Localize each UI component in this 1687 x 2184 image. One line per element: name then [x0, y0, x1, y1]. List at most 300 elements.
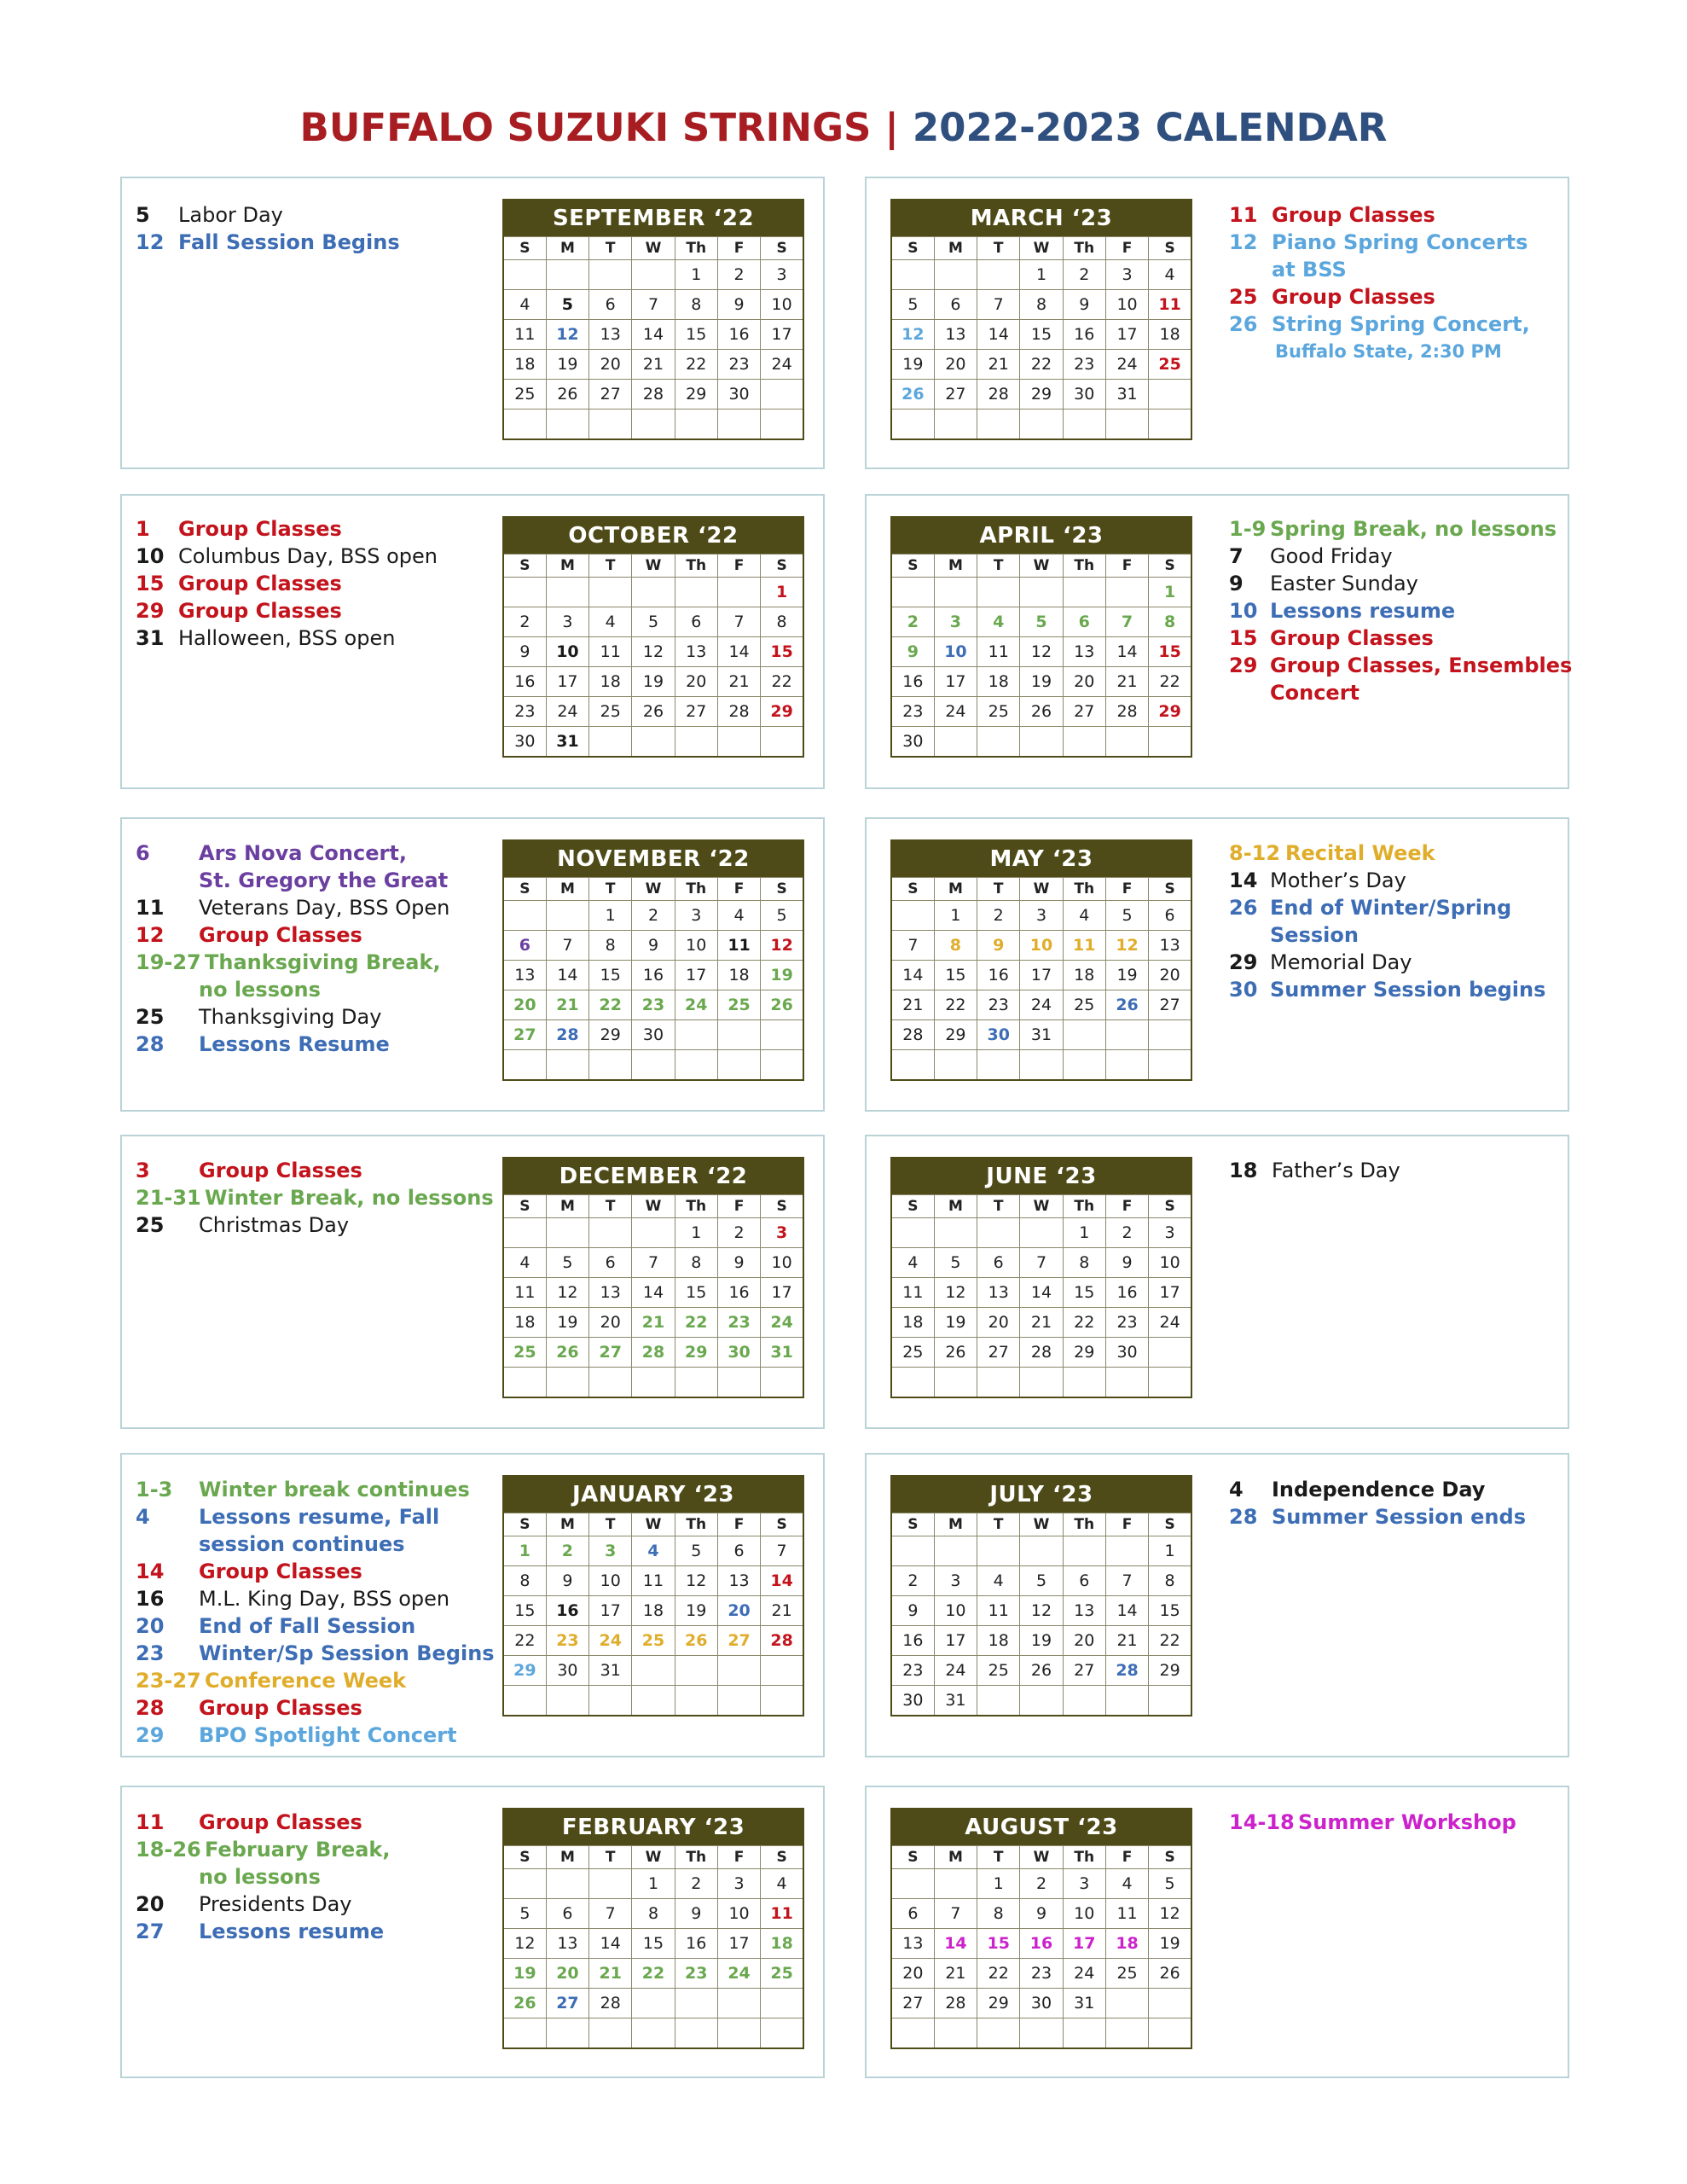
day-cell [503, 1368, 546, 1398]
day-cell [1020, 1050, 1063, 1081]
day-cell: 28 [717, 697, 760, 727]
event-text: Session [1270, 923, 1359, 947]
day-cell: 3 [589, 1536, 632, 1566]
day-cell [632, 410, 675, 440]
event-date: 3 [136, 1159, 150, 1182]
week-row [503, 1869, 803, 1899]
calendar-september [502, 199, 804, 440]
day-cell [589, 1050, 632, 1081]
weekday-label: Th [675, 878, 717, 901]
day-cell: 17 [1105, 320, 1148, 350]
day-cell: 5 [1149, 1869, 1191, 1899]
month-header: MARCH ‘23 [890, 199, 1192, 236]
event-notes-may [1229, 839, 1545, 1003]
day-cell: 19 [675, 1596, 717, 1626]
week-row [891, 1308, 1191, 1338]
day-cell: 29 [675, 1338, 717, 1368]
week-row [503, 1020, 803, 1050]
week-row [891, 1248, 1191, 1278]
day-cell [1063, 1050, 1105, 1081]
weekday-label: T [589, 1846, 632, 1869]
event-text: Group Classes [199, 1159, 362, 1182]
event-text: Group Classes [199, 1696, 362, 1720]
day-cell: 16 [891, 1626, 934, 1656]
event-note [136, 1863, 391, 1891]
weekday-label: W [632, 555, 675, 578]
weekday-label: M [934, 878, 977, 901]
day-cell: 2 [632, 901, 675, 931]
day-cell: 25 [977, 1656, 1020, 1686]
weekday-label: T [977, 237, 1020, 260]
day-cell [1020, 1536, 1063, 1566]
day-cell: 31 [589, 1656, 632, 1686]
day-cell: 3 [761, 260, 803, 290]
event-note [136, 1836, 391, 1863]
day-cell: 24 [717, 1959, 760, 1989]
day-cell: 18 [1063, 961, 1105, 990]
day-cell: 15 [589, 961, 632, 990]
day-cell: 12 [934, 1278, 977, 1308]
week-row [891, 607, 1191, 637]
weekday-label: F [1105, 555, 1148, 578]
day-cell: 31 [1105, 380, 1148, 410]
day-cell [1020, 410, 1063, 440]
month-header: APRIL ‘23 [890, 516, 1192, 554]
day-cell: 18 [977, 667, 1020, 697]
week-row [891, 1566, 1191, 1596]
day-cell: 9 [717, 290, 760, 320]
day-cell: 1 [1149, 578, 1191, 607]
day-cell: 22 [1063, 1308, 1105, 1338]
week-row [503, 637, 803, 667]
day-cell: 26 [1149, 1959, 1191, 1989]
day-cell: 17 [1063, 1929, 1105, 1959]
day-cell: 31 [1020, 1020, 1063, 1050]
day-cell: 16 [1105, 1278, 1148, 1308]
day-cell: 10 [1149, 1248, 1191, 1278]
day-cell: 9 [1020, 1899, 1063, 1929]
weekday-row [891, 1846, 1191, 1869]
day-cell [761, 410, 803, 440]
event-notes-october [136, 515, 438, 652]
day-cell: 8 [1149, 1566, 1191, 1596]
weekday-label: Th [1063, 1846, 1105, 1869]
week-row [503, 1536, 803, 1566]
day-cell: 8 [761, 607, 803, 637]
event-date: 19-27 [136, 950, 201, 974]
week-row [503, 1656, 803, 1686]
day-cell: 27 [589, 1338, 632, 1368]
week-row [891, 1596, 1191, 1626]
day-cell [761, 1368, 803, 1398]
weekday-label: Th [1063, 1195, 1105, 1218]
day-cell: 4 [589, 607, 632, 637]
day-cell: 25 [1105, 1959, 1148, 1989]
day-cell: 11 [1105, 1899, 1148, 1929]
day-cell: 10 [1105, 290, 1148, 320]
day-cell: 26 [632, 697, 675, 727]
day-cell: 24 [934, 1656, 977, 1686]
event-text: Group Classes [1272, 285, 1435, 309]
day-cell [675, 578, 717, 607]
day-cell [1020, 1368, 1063, 1398]
weekday-label: T [589, 878, 632, 901]
calendar-grid [502, 1845, 804, 2049]
event-text: End of Winter/Spring [1270, 896, 1512, 920]
event-notes-june [1229, 1157, 1400, 1184]
calendar-grid [890, 877, 1192, 1081]
event-text: Lessons resume, Fall [199, 1505, 440, 1529]
day-cell [1063, 1686, 1105, 1716]
event-text: End of Fall Session [199, 1614, 416, 1638]
day-cell: 15 [675, 1278, 717, 1308]
day-cell: 1 [632, 1869, 675, 1899]
day-cell: 10 [1063, 1899, 1105, 1929]
day-cell: 30 [546, 1656, 588, 1686]
day-cell: 9 [1063, 290, 1105, 320]
event-note [1229, 229, 1530, 256]
day-cell: 7 [546, 931, 588, 961]
event-text: Memorial Day [1270, 950, 1412, 974]
day-cell: 27 [977, 1338, 1020, 1368]
day-cell [589, 1368, 632, 1398]
day-cell: 23 [1020, 1959, 1063, 1989]
day-cell [632, 260, 675, 290]
day-cell: 3 [675, 901, 717, 931]
day-cell [546, 1368, 588, 1398]
day-cell: 6 [891, 1899, 934, 1929]
day-cell: 22 [977, 1959, 1020, 1989]
weekday-row [503, 555, 803, 578]
day-cell: 14 [546, 961, 588, 990]
day-cell: 20 [503, 990, 546, 1020]
day-cell: 27 [503, 1020, 546, 1050]
day-cell: 22 [1149, 1626, 1191, 1656]
day-cell: 15 [1020, 320, 1063, 350]
day-cell: 17 [1149, 1278, 1191, 1308]
weekday-label: S [891, 878, 934, 901]
week-row [891, 1929, 1191, 1959]
title-separator: | [884, 105, 899, 150]
day-cell: 23 [1063, 350, 1105, 380]
day-cell [503, 2018, 546, 2049]
day-cell: 7 [717, 607, 760, 637]
event-date: 15 [1229, 626, 1258, 650]
day-cell: 23 [977, 990, 1020, 1020]
day-cell [1105, 1989, 1148, 2018]
day-cell [934, 1218, 977, 1248]
event-text: Easter Sunday [1270, 572, 1418, 595]
day-cell: 17 [761, 1278, 803, 1308]
day-cell: 28 [761, 1626, 803, 1656]
day-cell: 16 [503, 667, 546, 697]
day-cell: 26 [891, 380, 934, 410]
weekday-label: T [977, 1195, 1020, 1218]
day-cell: 21 [546, 990, 588, 1020]
event-text: Thanksgiving Break, [205, 950, 441, 974]
day-cell: 6 [977, 1248, 1020, 1278]
day-cell [1063, 2018, 1105, 2049]
calendar-june [890, 1157, 1192, 1398]
day-cell: 30 [632, 1020, 675, 1050]
week-row [891, 290, 1191, 320]
event-date: 9 [1229, 572, 1244, 595]
page-title [0, 101, 1687, 155]
week-row [891, 1368, 1191, 1398]
day-cell: 26 [1105, 990, 1148, 1020]
day-cell: 9 [891, 637, 934, 667]
day-cell: 10 [675, 931, 717, 961]
event-note [1229, 283, 1530, 311]
day-cell: 1 [589, 901, 632, 931]
event-text: Winter break continues [199, 1478, 470, 1502]
event-date: 12 [1229, 230, 1258, 254]
day-cell: 13 [1063, 1596, 1105, 1626]
day-cell: 7 [1105, 1566, 1148, 1596]
day-cell: 21 [1020, 1308, 1063, 1338]
event-text: Ars Nova Concert, [199, 841, 407, 865]
day-cell: 22 [675, 1308, 717, 1338]
month-header: JULY ‘23 [890, 1475, 1192, 1513]
day-cell: 14 [1105, 1596, 1148, 1626]
event-text: Thanksgiving Day [199, 1005, 382, 1029]
day-cell: 12 [503, 1929, 546, 1959]
day-cell: 26 [761, 990, 803, 1020]
event-date: 28 [136, 1032, 165, 1056]
day-cell: 1 [1020, 260, 1063, 290]
day-cell [589, 1869, 632, 1899]
week-row [891, 1686, 1191, 1716]
day-cell: 28 [632, 380, 675, 410]
weekday-label: M [546, 1513, 588, 1536]
event-note [1229, 867, 1545, 894]
weekday-label: S [1149, 237, 1191, 260]
day-cell: 24 [1149, 1308, 1191, 1338]
day-cell: 7 [891, 931, 934, 961]
day-cell: 30 [503, 727, 546, 758]
day-cell: 25 [1063, 990, 1105, 1020]
day-cell: 16 [546, 1596, 588, 1626]
day-cell: 11 [1149, 290, 1191, 320]
day-cell [1105, 1050, 1148, 1081]
month-header: SEPTEMBER ‘22 [502, 199, 804, 236]
day-cell: 20 [717, 1596, 760, 1626]
event-note [136, 229, 400, 256]
day-cell: 20 [675, 667, 717, 697]
day-cell [1149, 1686, 1191, 1716]
day-cell [503, 1869, 546, 1899]
event-date: 28 [136, 1696, 165, 1720]
event-date: 25 [136, 1213, 165, 1237]
week-row [891, 1278, 1191, 1308]
event-text: Summer Session begins [1270, 978, 1546, 1002]
day-cell: 1 [503, 1536, 546, 1566]
day-cell: 13 [589, 1278, 632, 1308]
day-cell: 15 [977, 1929, 1020, 1959]
day-cell [1149, 2018, 1191, 2049]
day-cell: 30 [1105, 1338, 1148, 1368]
calendar-october [502, 516, 804, 758]
event-note [136, 201, 400, 229]
day-cell: 18 [1149, 320, 1191, 350]
day-cell [717, 578, 760, 607]
weekday-row [503, 1195, 803, 1218]
day-cell: 2 [717, 1218, 760, 1248]
day-cell [934, 260, 977, 290]
day-cell: 4 [1063, 901, 1105, 931]
calendar-january [502, 1475, 804, 1716]
event-notes-november [136, 839, 449, 1058]
event-text: Winter Break, no lessons [205, 1186, 494, 1210]
weekday-label: S [891, 1195, 934, 1218]
day-cell: 11 [503, 1278, 546, 1308]
event-note [1229, 201, 1530, 229]
day-cell: 4 [503, 290, 546, 320]
week-row [891, 727, 1191, 758]
day-cell [546, 1218, 588, 1248]
day-cell [717, 1020, 760, 1050]
day-cell: 8 [1149, 607, 1191, 637]
weekday-label: S [761, 878, 803, 901]
day-cell: 31 [546, 727, 588, 758]
day-cell [1149, 380, 1191, 410]
day-cell: 22 [1149, 667, 1191, 697]
week-row [503, 578, 803, 607]
day-cell [1149, 1020, 1191, 1050]
day-cell: 12 [1020, 637, 1063, 667]
event-date: 11 [136, 896, 165, 920]
day-cell: 19 [632, 667, 675, 697]
day-cell: 28 [1020, 1338, 1063, 1368]
day-cell: 4 [977, 1566, 1020, 1596]
week-row [891, 1899, 1191, 1929]
weekday-label: S [503, 878, 546, 901]
event-note [136, 949, 449, 976]
event-date: 31 [136, 626, 165, 650]
day-cell [977, 1050, 1020, 1081]
day-cell: 28 [546, 1020, 588, 1050]
day-cell: 3 [1105, 260, 1148, 290]
day-cell: 15 [1149, 1596, 1191, 1626]
weekday-label: S [503, 1513, 546, 1536]
day-cell: 25 [589, 697, 632, 727]
event-date: 25 [136, 1005, 165, 1029]
day-cell: 7 [977, 290, 1020, 320]
day-cell: 17 [761, 320, 803, 350]
day-cell: 8 [503, 1566, 546, 1596]
calendar-grid [890, 1513, 1192, 1716]
weekday-row [891, 1513, 1191, 1536]
event-date: 18 [1229, 1159, 1258, 1182]
day-cell: 25 [717, 990, 760, 1020]
weekday-label: F [717, 1846, 760, 1869]
day-cell: 15 [1149, 637, 1191, 667]
week-row [891, 350, 1191, 380]
day-cell: 22 [589, 990, 632, 1020]
day-cell: 1 [761, 578, 803, 607]
day-cell [1105, 410, 1148, 440]
event-note [136, 894, 449, 921]
day-cell: 14 [761, 1566, 803, 1596]
event-note [1229, 1157, 1400, 1184]
day-cell [675, 1656, 717, 1686]
weekday-label: S [761, 1195, 803, 1218]
day-cell [761, 1656, 803, 1686]
event-note [136, 624, 438, 652]
day-cell: 6 [1149, 901, 1191, 931]
event-notes-february [136, 1809, 391, 1945]
day-cell [632, 2018, 675, 2049]
day-cell [934, 1869, 977, 1899]
day-cell: 20 [589, 1308, 632, 1338]
weekday-label: W [1020, 237, 1063, 260]
day-cell: 18 [632, 1596, 675, 1626]
day-cell: 11 [977, 637, 1020, 667]
day-cell: 3 [1020, 901, 1063, 931]
day-cell: 10 [589, 1566, 632, 1596]
day-cell [761, 380, 803, 410]
day-cell: 9 [977, 931, 1020, 961]
day-cell: 20 [1063, 667, 1105, 697]
weekday-label: S [1149, 878, 1191, 901]
week-row [891, 697, 1191, 727]
day-cell [1149, 410, 1191, 440]
calendar-grid [502, 554, 804, 758]
day-cell: 19 [546, 1308, 588, 1338]
day-cell: 14 [717, 637, 760, 667]
calendar-grid [890, 554, 1192, 758]
day-cell [977, 1218, 1020, 1248]
event-text: Lessons resume [1270, 599, 1456, 623]
day-cell: 20 [1063, 1626, 1105, 1656]
day-cell [589, 727, 632, 758]
day-cell [934, 1368, 977, 1398]
weekday-label: Th [675, 555, 717, 578]
day-cell [891, 1869, 934, 1899]
day-cell: 10 [934, 637, 977, 667]
week-row [891, 1218, 1191, 1248]
day-cell: 10 [546, 637, 588, 667]
weekday-label: S [761, 1846, 803, 1869]
event-date: 20 [136, 1892, 165, 1916]
event-note [136, 1531, 495, 1558]
week-row [503, 290, 803, 320]
day-cell [589, 260, 632, 290]
event-date: 4 [1229, 1478, 1244, 1502]
day-cell: 17 [934, 667, 977, 697]
day-cell: 22 [632, 1959, 675, 1989]
weekday-label: F [717, 555, 760, 578]
event-note [136, 1184, 494, 1211]
day-cell: 10 [717, 1899, 760, 1929]
day-cell: 26 [546, 380, 588, 410]
day-cell: 23 [891, 1656, 934, 1686]
month-header: AUGUST ‘23 [890, 1808, 1192, 1845]
day-cell: 14 [589, 1929, 632, 1959]
day-cell: 21 [977, 350, 1020, 380]
day-cell [632, 1656, 675, 1686]
event-date: 7 [1229, 544, 1244, 568]
day-cell [934, 578, 977, 607]
day-cell: 9 [675, 1899, 717, 1929]
day-cell: 19 [1105, 961, 1148, 990]
event-note [136, 1918, 391, 1945]
day-cell: 15 [503, 1596, 546, 1626]
weekday-label: M [934, 1846, 977, 1869]
day-cell [546, 260, 588, 290]
event-note [136, 1694, 495, 1722]
day-cell [589, 1686, 632, 1716]
